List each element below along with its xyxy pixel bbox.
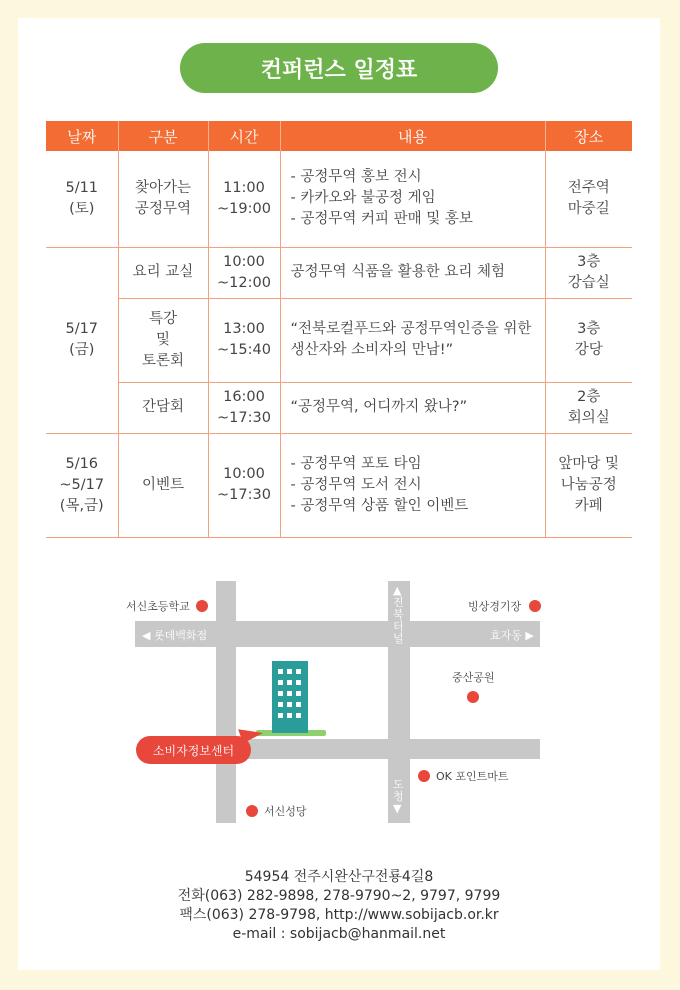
- header-content: 내용: [280, 121, 545, 151]
- road-label-west: ◀ 롯데백화점: [142, 629, 208, 642]
- time-cell: 16:00 ~17:30: [208, 382, 280, 433]
- header-place: 장소: [545, 121, 632, 151]
- poi-park: [452, 669, 495, 703]
- header-date: 날짜: [46, 121, 118, 151]
- location-map: [18, 573, 660, 828]
- location-pin-icon: [196, 600, 208, 612]
- road-horizontal-south: [216, 739, 540, 759]
- place-cell: 앞마당 및 나눔공정 카페: [545, 433, 632, 537]
- place-cell: 2층 회의실: [545, 382, 632, 433]
- table-header-row: [46, 121, 632, 151]
- poi-church: [246, 803, 307, 819]
- header-category: 구분: [118, 121, 208, 151]
- poi-mart-label: OK 포인트마트: [436, 770, 509, 783]
- date-cell: 5/16 ~5/17 (목,금): [46, 433, 118, 537]
- contact-info: [18, 868, 660, 944]
- road-label-east: 효자동 ▶: [490, 629, 534, 642]
- date-cell: 5/11 (토): [46, 151, 118, 247]
- content-cell: - 공정무역 홍보 전시 - 카카오와 불공정 게임 - 공정무역 커피 판매 및 홍보: [280, 151, 545, 247]
- time-cell: 10:00 ~12:00: [208, 247, 280, 298]
- building-icon: [272, 661, 308, 733]
- table-row: [46, 151, 632, 247]
- page: [18, 18, 660, 970]
- phone-line: 전화(063) 282-9898, 278-9790~2, 9797, 9799: [177, 888, 501, 904]
- location-pin-icon: [529, 600, 541, 612]
- table-row: [46, 247, 632, 298]
- poi-park-label: 중산공원: [452, 671, 495, 684]
- poi-rink: [468, 598, 541, 614]
- schedule-table: [46, 121, 632, 538]
- time-cell: 10:00 ~17:30: [208, 433, 280, 537]
- poi-church-label: 서신성당: [264, 805, 307, 818]
- place-cell: 3층 강습실: [545, 247, 632, 298]
- center-label: 소비자정보센터: [136, 736, 251, 764]
- time-cell: 11:00 ~19:00: [208, 151, 280, 247]
- table-row: [46, 298, 632, 382]
- content-cell: “전북로컬푸드와 공정무역인증을 위한 생산자와 소비자의 만남!”: [280, 298, 545, 382]
- content-cell: “공정무역, 어디까지 왔나?”: [280, 382, 545, 433]
- category-cell: 간담회: [118, 382, 208, 433]
- poi-mart: [418, 768, 509, 784]
- location-pin-icon: [467, 691, 479, 703]
- place-cell: 3층 강당: [545, 298, 632, 382]
- table-row: [46, 433, 632, 537]
- category-cell: 요리 교실: [118, 247, 208, 298]
- category-cell: 이벤트: [118, 433, 208, 537]
- address-line: 54954 전주시완산구전룡4길8: [244, 869, 434, 885]
- header-time: 시간: [208, 121, 280, 151]
- page-title: 컨퍼런스 일정표: [180, 43, 498, 93]
- road-label-south: 도청▼: [393, 778, 404, 815]
- time-cell: 13:00 ~15:40: [208, 298, 280, 382]
- location-pin-icon: [418, 770, 430, 782]
- content-cell: 공정무역 식품을 활용한 요리 체험: [280, 247, 545, 298]
- road-label-north: ▲진북터널: [393, 584, 404, 645]
- fax-line: 팩스(063) 278-9798, http://www.sobijacb.or.kr: [179, 907, 499, 923]
- date-cell: 5/17 (금): [46, 247, 118, 433]
- content-cell: - 공정무역 포토 타임 - 공정무역 도서 전시 - 공정무역 상품 할인 이벤트: [280, 433, 545, 537]
- table-row: [46, 382, 632, 433]
- location-pin-icon: [246, 805, 258, 817]
- category-cell: 특강 및 토론회: [118, 298, 208, 382]
- category-cell: 찾아가는 공정무역: [118, 151, 208, 247]
- place-cell: 전주역 마중길: [545, 151, 632, 247]
- email-line: e-mail : sobijacb@hanmail.net: [232, 926, 446, 942]
- poi-school: [126, 598, 208, 614]
- poi-school-label: 서신초등학교: [126, 600, 190, 613]
- road-vertical-west: [216, 581, 236, 823]
- poi-rink-label: 빙상경기장: [468, 600, 522, 613]
